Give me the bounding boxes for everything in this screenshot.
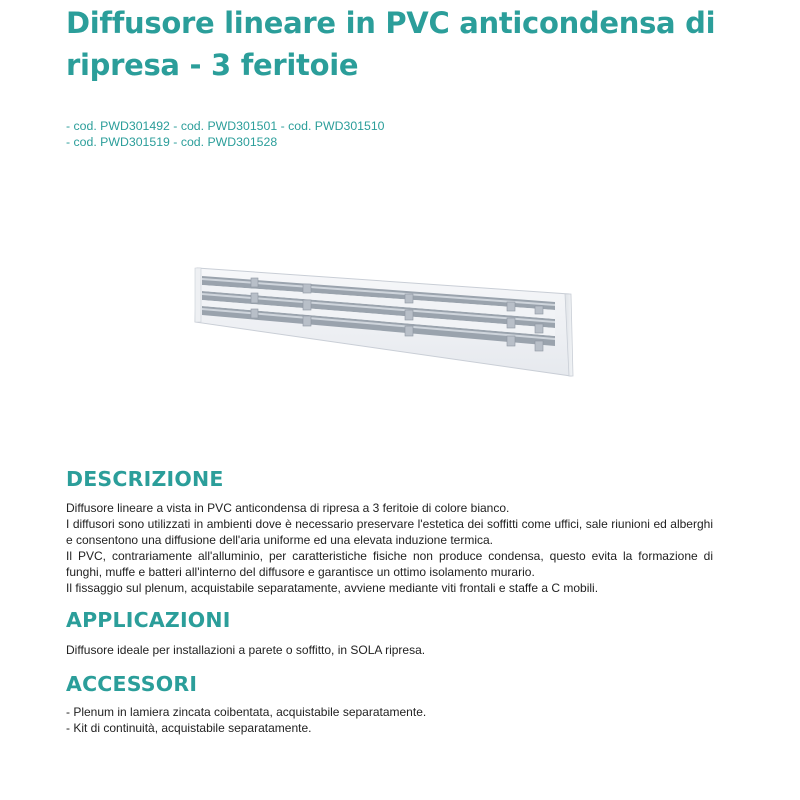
paragraph: Diffusore lineare a vista in PVC anticondensa di ripresa a 3 feritoie di colore bianco. [66, 501, 510, 515]
list-item: - Kit di continuità, acquistabile separatamente. [66, 720, 312, 735]
paragraph: Il PVC, contrariamente all'alluminio, per caratteristiche fisiche non produce condensa, questo evita la formazione di funghi, muffe e batteri all'interno del diffusore e garantisce un ottimo isolamento murario. [66, 548, 713, 579]
page-title: Diffusore lineare in PVC anticondensa di ripresa - 3 feritoie [66, 6, 716, 82]
paragraph: Il fissaggio sul plenum, acquistabile separatamente, avviene mediante viti frontali e staffe a C mobili. [66, 580, 599, 595]
section-heading-applicazioni: APPLICAZIONI [66, 608, 231, 632]
product-image [193, 258, 583, 380]
section-heading-descrizione: DESCRIZIONE [66, 467, 224, 491]
list-item: - Plenum in lamiera zincata coibentata, acquistabile separatamente. [66, 705, 427, 719]
section-body-descrizione [66, 501, 713, 596]
product-codes-line-1: - cod. PWD301492 - cod. PWD301501 - cod. PWD301510 [66, 119, 385, 133]
section-body-accessori [66, 705, 713, 737]
section-heading-accessori: ACCESSORI [66, 672, 198, 696]
section-body-applicazioni [66, 643, 713, 659]
product-codes [66, 119, 385, 150]
paragraph: I diffusori sono utilizzati in ambienti dove è necessario preservare l'estetica dei soffitti come uffici, sale riunioni ed alberghi e consentono una diffusione dell'aria uniforme ed una elevata induzione termica. [66, 516, 713, 547]
paragraph: Diffusore ideale per installazioni a parete o soffitto, in SOLA ripresa. [66, 643, 426, 657]
product-codes-line-2: - cod. PWD301519 - cod. PWD301528 [66, 134, 278, 149]
